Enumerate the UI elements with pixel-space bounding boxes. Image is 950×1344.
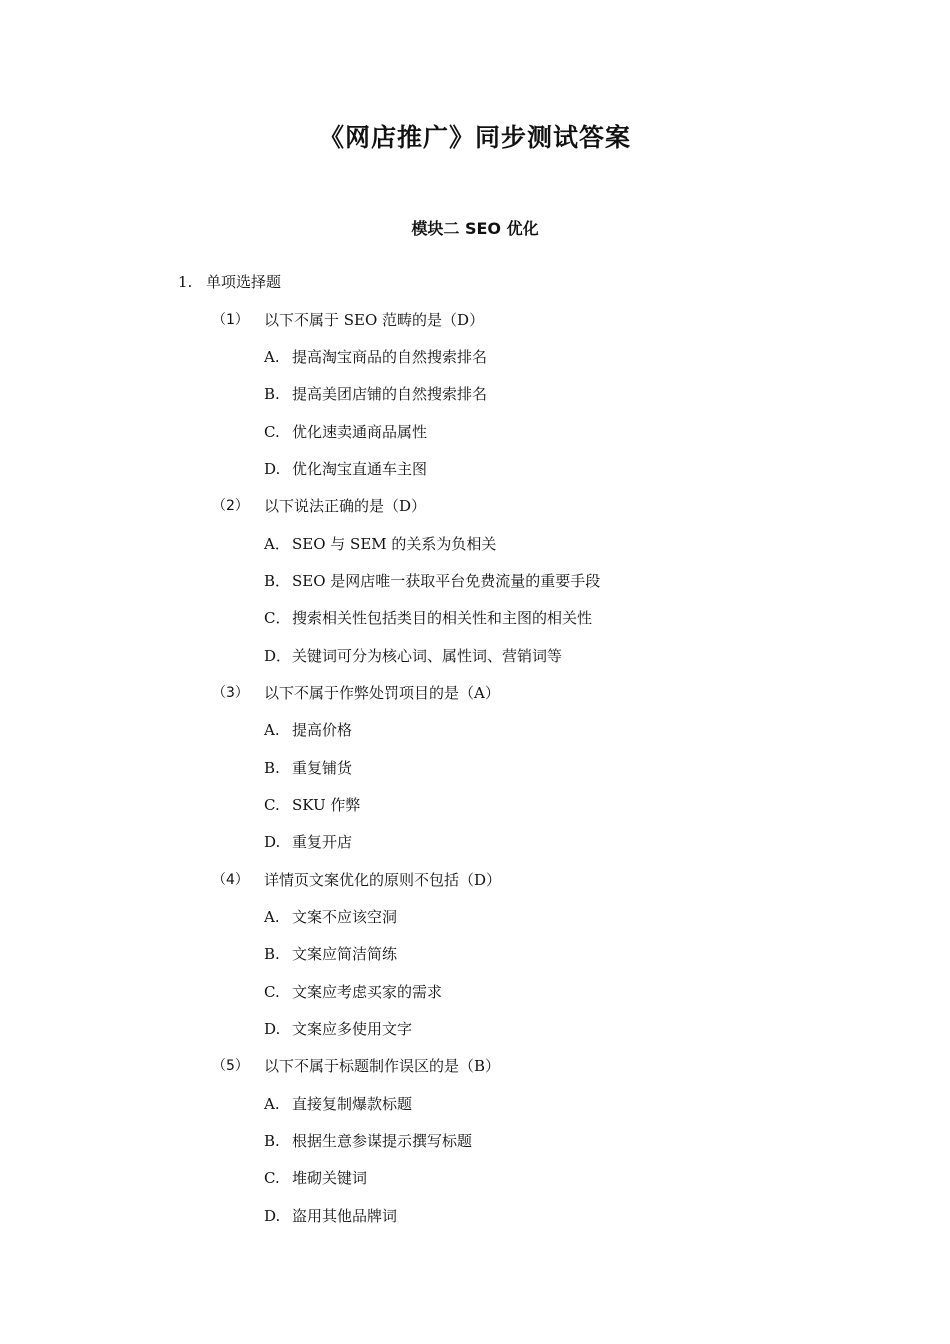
- answer-option: [0, 982, 950, 1019]
- option-text: 文案不应该空洞: [292, 908, 398, 926]
- question-number: （3）: [212, 684, 249, 701]
- question-item: [0, 310, 950, 347]
- option-text: 优化淘宝直通车主图: [292, 459, 428, 478]
- answer-option: [0, 832, 950, 869]
- option-text: 文案应考虑买家的需求: [292, 982, 443, 1001]
- answer-option: [0, 1019, 950, 1056]
- question-item: [0, 496, 950, 533]
- option-letter: A．: [264, 534, 290, 553]
- answer-option: [0, 459, 950, 496]
- answer-option: [0, 1094, 950, 1131]
- section-label: 单项选择题: [206, 273, 282, 291]
- option-letter: C.: [264, 1169, 280, 1188]
- question-number: （4）: [212, 871, 249, 888]
- option-text: 重复铺货: [292, 758, 353, 777]
- answer-option: [0, 758, 950, 795]
- answer-option: [0, 422, 950, 459]
- option-text: SEO 是网店唯一获取平台免费流量的重要手段: [292, 571, 601, 590]
- section-heading: [178, 272, 281, 292]
- answer-option: [0, 720, 950, 757]
- question-text: 以下不属于标题制作误区的是（B）: [264, 1057, 501, 1076]
- option-text: 文案应多使用文字: [292, 1020, 413, 1039]
- option-text: 关键词可分为核心词、属性词、营销词等: [292, 646, 563, 665]
- question-number: （1）: [212, 311, 249, 328]
- option-letter: A.: [264, 347, 280, 366]
- section-number: 1.: [178, 273, 193, 291]
- option-letter: D.: [264, 459, 281, 478]
- option-letter: B.: [264, 945, 280, 964]
- option-letter: C．: [264, 609, 291, 628]
- question-text: 以下不属于作弊处罚项目的是（A）: [264, 683, 500, 702]
- option-text: 提高淘宝商品的自然搜索排名: [292, 347, 488, 366]
- answer-option: [0, 1131, 950, 1168]
- option-letter: D.: [264, 1206, 281, 1225]
- answer-option: [0, 347, 950, 384]
- option-letter: D.: [264, 833, 281, 852]
- answer-option: [0, 571, 950, 608]
- option-text: 堆砌关键词: [292, 1169, 368, 1188]
- option-letter: C.: [264, 982, 280, 1001]
- question-list: [0, 310, 950, 1244]
- option-text: 直接复制爆款标题: [292, 1094, 413, 1113]
- answer-option: [0, 534, 950, 571]
- question-text: 详情页文案优化的原则不包括（D）: [264, 870, 502, 889]
- option-letter: C.: [264, 795, 280, 814]
- option-letter: A.: [264, 1094, 280, 1113]
- option-text: 根据生意参谋提示撰写标题: [292, 1132, 473, 1151]
- option-text: 优化速卖通商品属性: [292, 422, 428, 441]
- answer-option: [0, 646, 950, 683]
- option-text: 提高美团店铺的自然搜索排名: [292, 385, 488, 404]
- answer-option: [0, 1168, 950, 1205]
- option-letter: A.: [264, 908, 280, 926]
- question-text: 以下说法正确的是（D）: [264, 497, 427, 516]
- question-number: （5）: [212, 1058, 249, 1075]
- answer-option: [0, 944, 950, 981]
- answer-option: [0, 795, 950, 832]
- option-letter: D.: [264, 1020, 281, 1039]
- question-item: [0, 683, 950, 720]
- option-text: SEO 与 SEM 的关系为负相关: [292, 534, 497, 553]
- option-letter: C.: [264, 422, 280, 441]
- option-letter: D．: [264, 646, 292, 665]
- module-title: 模块二 SEO 优化: [411, 219, 539, 238]
- answer-option: [0, 608, 950, 645]
- answer-option: [0, 384, 950, 421]
- option-letter: B.: [264, 385, 280, 404]
- option-text: 文案应简洁简练: [292, 945, 398, 964]
- answer-option: [0, 1206, 950, 1243]
- question-item: [0, 870, 950, 907]
- option-text: 盗用其他品牌词: [292, 1206, 398, 1225]
- question-number: （2）: [212, 498, 249, 515]
- option-letter: A.: [264, 721, 280, 740]
- option-letter: B．: [264, 571, 291, 590]
- page-title: 《网店推广》同步测试答案: [318, 123, 631, 152]
- option-text: 重复开店: [292, 833, 353, 852]
- answer-option: [0, 907, 950, 944]
- option-text: SKU 作弊: [292, 795, 361, 814]
- question-text: 以下不属于 SEO 范畴的是（D）: [264, 310, 485, 329]
- question-item: [0, 1056, 950, 1093]
- option-text: 搜索相关性包括类目的相关性和主图的相关性: [292, 609, 593, 628]
- option-letter: B.: [264, 1132, 280, 1151]
- option-text: 提高价格: [292, 721, 353, 740]
- option-letter: B.: [264, 758, 280, 777]
